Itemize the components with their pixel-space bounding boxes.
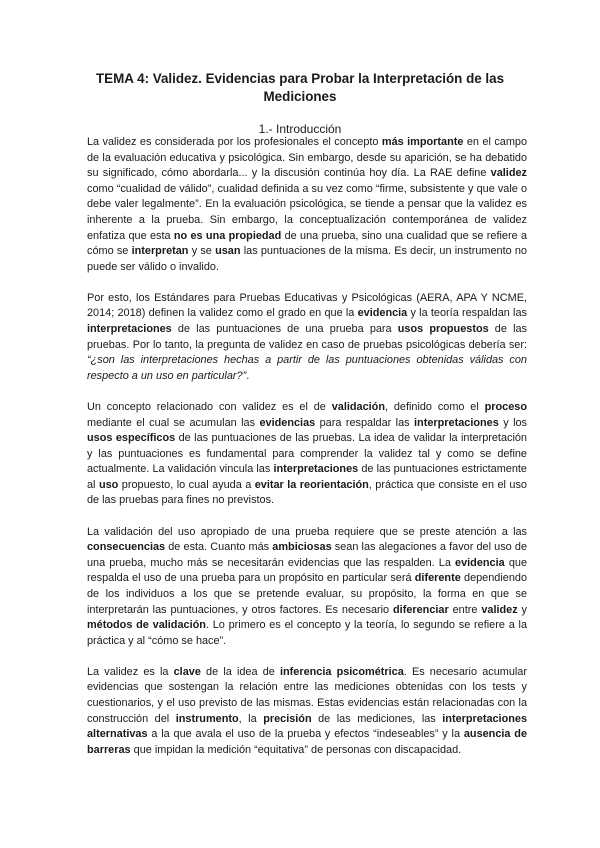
paragraph-text: de las pruebas. Por lo tanto, la pregunta de validez en caso de pruebas psicológicas debería ser: (87, 323, 527, 351)
paragraph-text: y la teoría respaldan las (407, 307, 527, 320)
bold-text: validez (490, 167, 527, 180)
bold-text: instrumento (175, 712, 239, 725)
bold-text: uso (98, 478, 119, 491)
bold-text: interpretaciones (87, 323, 172, 336)
bold-text: evidencias (259, 416, 316, 429)
paragraph-text: , definido como el (384, 400, 485, 413)
document-title: TEMA 4: Validez. Evidencias para Probar la Interpretación de las Mediciones (95, 71, 505, 104)
paragraph-text: y (517, 603, 527, 616)
bold-text: no es una propiedad (173, 229, 282, 242)
bold-text: ausencia de barreras (87, 728, 527, 756)
paragraph-text: propuesto, lo cual ayuda a (118, 478, 255, 491)
paragraph (87, 525, 527, 650)
bold-text: interpretaciones alternativas (87, 712, 527, 741)
document-body (87, 135, 527, 774)
paragraph-text: , práctica que consiste en el uso de las pruebas para fines no previstos. (87, 478, 527, 507)
bold-text: validez (481, 603, 518, 616)
paragraph-text: La validez es considerada por los profesionales el concepto (87, 136, 382, 148)
bold-text: inferencia psicométrica (279, 665, 404, 678)
paragraph-text: Por esto, los Estándares para Pruebas Educativas y Psicológicas (AERA, APA Y NCME, 2014; 2018) definen la validez como el grado en que la (87, 291, 527, 320)
paragraph-text: sean las alegaciones a favor del uso de una prueba, mucho más se necesitarán evidencias que las respalden. La (87, 541, 527, 569)
bold-text: usos específicos (87, 432, 176, 445)
paragraph-text: de las puntuaciones de las pruebas. La idea de validar la interpretación y las puntuaciones es fundamental para comprender la validez tal y como se define actualmente. La validación vincula las (87, 432, 527, 476)
bold-text: evidencia (357, 307, 408, 320)
paragraph-text: y se (188, 245, 216, 258)
paragraph (87, 400, 527, 509)
paragraph-text: La validación del uso apropiado de una prueba requiere que se preste atención a las (87, 525, 527, 538)
bold-text: clave (173, 665, 201, 678)
paragraph-text: de la idea de (200, 665, 280, 678)
paragraph-text: en el campo de la evaluación educativa y psicológica. Sin embargo, desde su aparición, se ha debatido su significado, cómo abordarla... y la discusión continúa hoy día. La RAE define (87, 136, 528, 180)
paragraph (87, 665, 527, 759)
bold-text: evidencia (455, 556, 505, 569)
bold-text: métodos de validación (87, 619, 206, 632)
paragraph-text: de las mediciones, las (311, 712, 443, 725)
bold-text: consecuencias (87, 541, 166, 554)
paragraph-text: Un concepto relacionado con validez es el de (87, 400, 332, 413)
paragraph-text: de una prueba, sino una cualidad que se refiere a cómo se (87, 229, 528, 258)
bold-text: interpretan (131, 245, 189, 258)
italic-text: “¿son las interpretaciones hechas a partir de las puntuaciones obtenidas válidas con respecto a un uso en particular?” (87, 354, 527, 382)
bold-text: diferenciar (393, 603, 449, 616)
paragraph-text: que impidan la medición “equitativa” de personas con discapacidad. (130, 743, 462, 756)
paragraph-text: . (246, 369, 250, 382)
paragraph-text: para respaldar las (315, 416, 415, 429)
paragraph-text: mediante el cual se acumulan las (87, 416, 260, 429)
paragraph-text: y los (498, 416, 527, 429)
paragraph-text: de las puntuaciones de una prueba para (171, 323, 398, 336)
section-heading: 1.- Introducción (258, 122, 342, 136)
paragraph-text: como “cualidad de válido”, cualidad definida a su vez como “firme, subsistente y que vale o debe valer legalmente”. En la evaluación psicológica, se tiende a pensar que la validez es inherente a la prueba. Sin embargo, la conceptualización contemporánea de validez enfatiza que esta (87, 182, 527, 242)
paragraph-text: de esta. Cuanto más (165, 541, 273, 554)
paragraph-text: dependiendo de los individuos a los que se pretende evaluar, su propósito, la forma en que se interpretarán las puntuaciones, y otros factores. Es necesario (87, 572, 527, 616)
paragraph-text: entre (448, 603, 482, 616)
paragraph-text: , la (238, 712, 264, 725)
bold-text: diferente (414, 572, 461, 585)
paragraph-text: La validez es la (87, 665, 174, 678)
paragraph (87, 135, 527, 275)
paragraph-text: a la que avala el uso de la prueba y efectos “indeseables” y la (147, 728, 464, 741)
bold-text: proceso (484, 400, 527, 413)
bold-text: evitar la reorientación (254, 478, 369, 491)
bold-text: interpretaciones (273, 463, 359, 476)
bold-text: interpretaciones (414, 416, 499, 429)
paragraph-text: las puntuaciones de la misma. Es decir, un instrumento no puede ser válido o invalido. (87, 245, 527, 273)
paragraph-text: de las puntuaciones estrictamente al (87, 463, 527, 491)
paragraph-text: que respalda el uso de una prueba para un propósito en particular será (87, 556, 527, 585)
bold-text: precisión (263, 712, 312, 725)
bold-text: usan (215, 245, 241, 258)
bold-text: más importante (381, 136, 464, 148)
paragraph-text: . Lo primero es el concepto y la teoría, lo segundo se refiere a la práctica y al “cómo se hace”. (87, 619, 528, 647)
bold-text: usos propuestos (397, 323, 489, 336)
bold-text: ambiciosas (272, 541, 332, 554)
paragraph-text: . Es necesario acumular evidencias que sostengan la relación entre las mediciones obtenidas con los tests y cuestionarios, y el uso previsto de las mismas. Estas evidencias están relacionadas con la construcción del (87, 665, 527, 725)
bold-text: validación (331, 400, 385, 413)
paragraph (87, 291, 527, 385)
